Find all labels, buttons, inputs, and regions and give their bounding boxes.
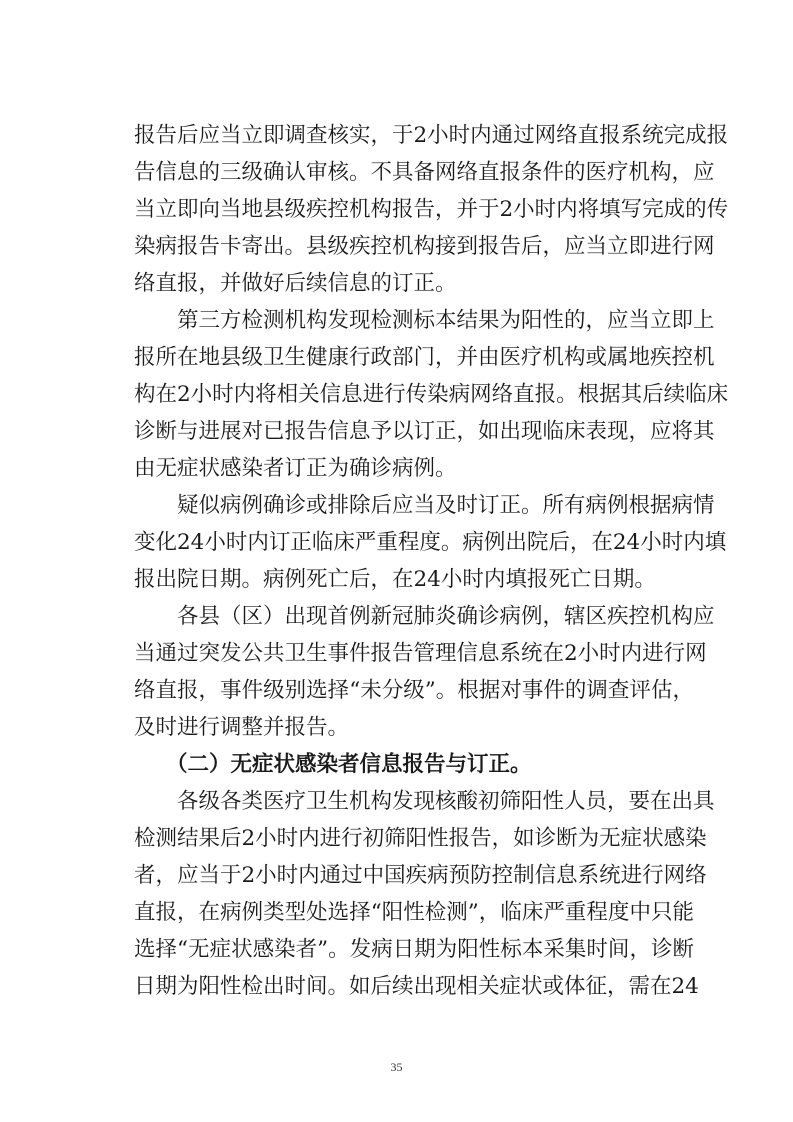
document-body <box>134 117 729 1005</box>
text-line: 报告后应当立即调查核实，于2小时内通过网络直报系统完成报 <box>134 123 729 148</box>
text-line: 各县（区）出现首例新冠肺炎确诊病例，辖区疾控机构应 <box>177 604 715 629</box>
text-line: 当通过突发公共卫生事件报告管理信息系统在2小时内进行网 <box>134 641 707 666</box>
section-heading: （二）无症状感染者信息报告与订正。 <box>166 752 532 777</box>
text-line: 第三方检测机构发现检测标本结果为阳性的，应当立即上 <box>177 308 715 333</box>
text-line: 告信息的三级确认审核。不具备网络直报条件的医疗机构，应 <box>134 160 715 185</box>
paragraph-reporting-verification <box>134 117 729 302</box>
text-line: 络直报，并做好后续信息的订正。 <box>134 271 457 296</box>
text-line: 变化24小时内订正临床严重程度。病例出院后，在24小时内填 <box>134 530 727 555</box>
text-line: 各级各类医疗卫生机构发现核酸初筛阳性人员，要在出具 <box>177 789 715 814</box>
paragraph-third-party-testing <box>134 302 729 487</box>
text-line: 疑似病例确诊或排除后应当及时订正。所有病例根据病情 <box>177 493 715 518</box>
text-line: 染病报告卡寄出。县级疾控机构接到报告后，应当立即进行网 <box>134 234 715 259</box>
text-line: 络直报，事件级别选择“未分级”。根据对事件的调查评估， <box>134 678 694 703</box>
text-line: 日期为阳性检出时间。如后续出现相关症状或体征，需在24 <box>134 974 699 999</box>
page-number: 35 <box>390 1060 403 1074</box>
text-line: 由无症状感染者订正为确诊病例。 <box>134 456 457 481</box>
text-line: 及时进行调整并报告。 <box>134 715 350 740</box>
paragraph-suspected-case-correction <box>134 487 727 598</box>
text-line: 检测结果后2小时内进行初筛阳性报告，如诊断为无症状感染 <box>134 826 707 851</box>
text-line: 选择“无症状感染者”。发病日期为阳性标本采集时间，诊断 <box>134 937 694 962</box>
text-line: 直报，在病例类型处选择“阳性检测”，临床严重程度中只能 <box>134 900 694 925</box>
text-line: 报出院日期。病例死亡后，在24小时内填报死亡日期。 <box>134 567 656 592</box>
paragraph-asymptomatic-reporting <box>134 783 715 1005</box>
text-line: 者，应当于2小时内通过中国疾病预防控制信息系统进行网络 <box>134 863 707 888</box>
text-line: 报所在地县级卫生健康行政部门，并由医疗机构或属地疾控机 <box>134 345 715 370</box>
text-line: 当立即向当地县级疾控机构报告，并于2小时内将填写完成的传 <box>134 197 729 222</box>
text-line: 诊断与进展对已报告信息予以订正，如出现临床表现，应将其 <box>134 419 715 444</box>
text-line: 构在2小时内将相关信息进行传染病网络直报。根据其后续临床 <box>134 382 729 407</box>
paragraph-first-case-reporting <box>134 598 715 746</box>
